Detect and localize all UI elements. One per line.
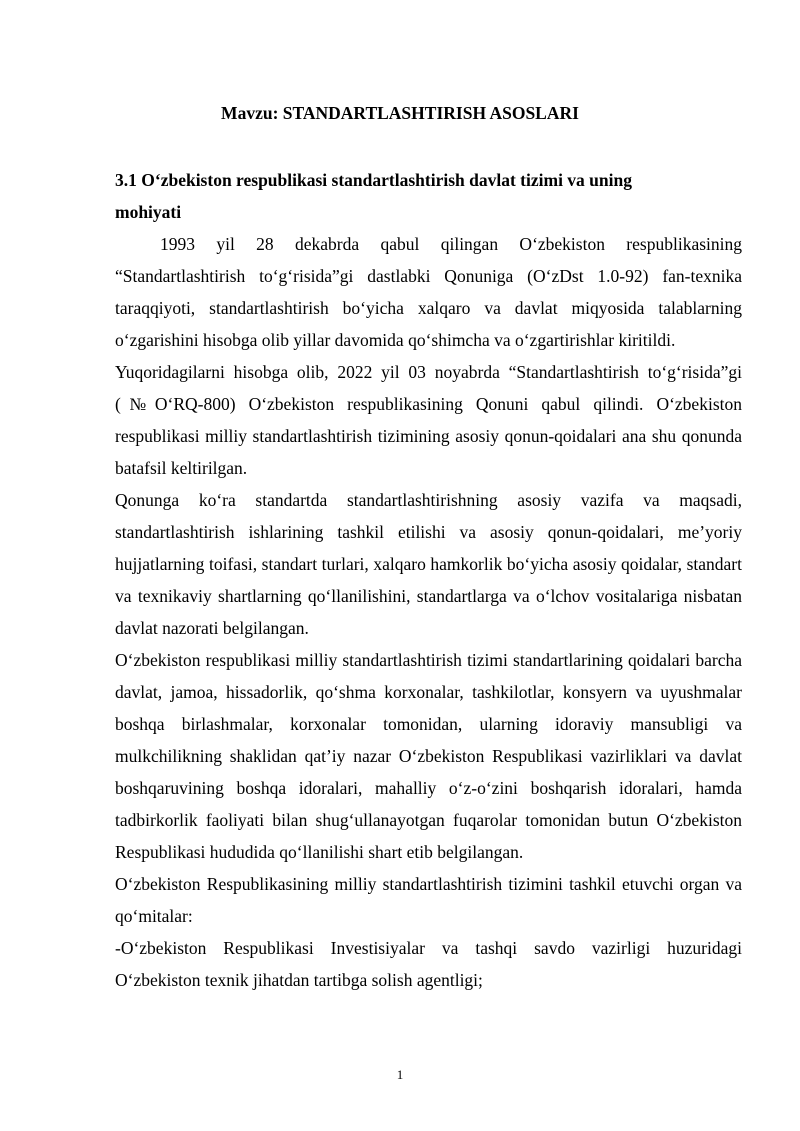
paragraph-2: Yuqoridagilarni hisobga olib, 2022 yil 03 noyabrda “Standartlashtirish to‘g‘risida”gi (№O‘RQ-800) O‘zbekiston respublikasining Qonuni qabul qilindi. O‘zbekiston respublikasi milliy standartlashtirish tizimining asosiy qonun-qoidalari ana shu qonunda batafsil keltirilgan. — [115, 362, 742, 478]
paragraph-4: O‘zbekiston respublikasi milliy standartlashtirish tizimi standartlarining qoidalari barcha davlat, jamoa, hissadorlik, qo‘shma korxonalar, tashkilotlar, konsyern va uyushmalar boshqa birlashmalar, korxonalar tomonidan, ularning idoraviy mansubligi va mulkchilikning shaklidan qat’iy nazar O‘zbekiston Respublikasi vazirliklari va davlat boshqaruvining boshqa idoralari, mahalliy o‘z-o‘zini boshqarish idoralari, hamda tadbirkorlik faoliyati bilan shug‘ullanayotgan fuqarolar tomonidan butun O‘zbekiston Respublikasi hududida qo‘llanilishi shart etib belgilangan. — [115, 650, 742, 862]
paragraph-6: -O‘zbekiston Respublikasi Investisiyalar va tashqi savdo vazirligi huzuridagi O‘zbekiston texnik jihatdan tartibga solish agentligi; — [115, 938, 742, 990]
paragraph-3: Qonunga ko‘ra standartda standartlashtirishning asosiy vazifa va maqsadi, standartlashtirish ishlarining tashkil etilishi va asosiy qonun-qoidalari, me’yoriy hujjatlarning toifasi, standart turlari, xalqaro hamkorlik bo‘yicha asosiy qoidalar, standart va texnikaviy shartlarning qo‘llanilishini, standartlarga va o‘lchov vositalariga nisbatan davlat nazorati belgilangan. — [115, 490, 742, 638]
document-title: Mavzu: STANDARTLASHTIRISH ASOSLARI — [221, 103, 579, 123]
document-body — [115, 228, 742, 996]
page-number: 1 — [396, 1067, 404, 1082]
section-heading: 3.1 O‘zbekiston respublikasi standartlashtirish davlat tizimi va uning mohiyati — [115, 170, 632, 222]
paragraph-5: O‘zbekiston Respublikasining milliy standartlashtirish tizimini tashkil etuvchi organ va qo‘mitalar: — [115, 874, 742, 926]
paragraph-1: 1993 yil 28 dekabrda qabul qilingan O‘zbekiston respublikasining “Standartlashtirish to‘g‘risida”gi dastlabki Qonuniga (O‘zDst 1.0-92) fan-texnika taraqqiyoti, standartlashtirish bo‘yicha xalqaro va davlat miqyosida talablarning o‘zgarishini hisobga olib yillar davomida qo‘shimcha va o‘zgartirishlar kiritildi. — [115, 234, 742, 350]
